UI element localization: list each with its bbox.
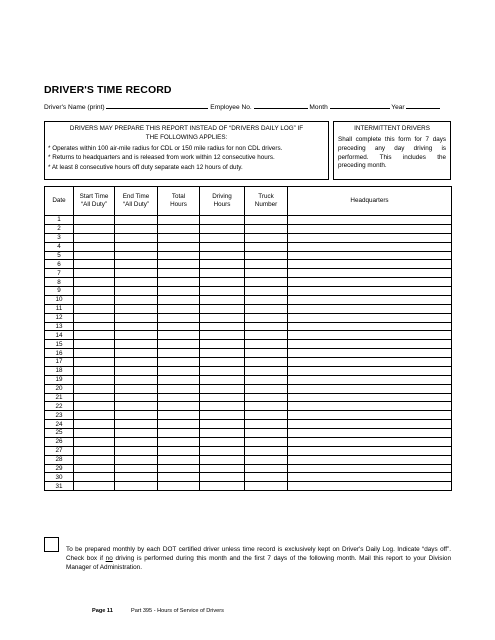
end-time-cell[interactable]: [115, 402, 158, 411]
driving-hours-cell[interactable]: [200, 251, 245, 260]
date-cell: 2: [45, 224, 74, 233]
table-row: [45, 216, 452, 225]
truck-number-cell[interactable]: [245, 384, 288, 393]
instructions-part2: driving is performed during this month and the first 7 days of the following month. Mail this report to your Division Manager of Administration.: [66, 555, 451, 571]
end-time-cell[interactable]: [115, 375, 158, 384]
date-cell: 18: [45, 366, 74, 375]
date-cell: 21: [45, 393, 74, 402]
total-hours-cell[interactable]: [158, 375, 200, 384]
driving-hours-cell[interactable]: [200, 482, 245, 491]
driving-hours-cell[interactable]: [200, 287, 245, 296]
total-hours-cell[interactable]: [158, 366, 200, 375]
headquarters-cell[interactable]: [288, 304, 452, 313]
headquarters-cell[interactable]: [288, 420, 452, 429]
start-time-cell[interactable]: [74, 269, 115, 278]
date-cell: 24: [45, 420, 74, 429]
date-cell: 14: [45, 331, 74, 340]
total-hours-cell[interactable]: [158, 340, 200, 349]
start-time-cell[interactable]: [74, 278, 115, 287]
total-hours-cell[interactable]: [158, 358, 200, 367]
total-hours-cell[interactable]: [158, 402, 200, 411]
info-box-heading: [48, 124, 325, 142]
start-time-cell[interactable]: [74, 331, 115, 340]
end-time-cell[interactable]: [115, 242, 158, 251]
end-time-cell[interactable]: [115, 349, 158, 358]
col-truck-label: Truck: [258, 193, 274, 200]
truck-number-cell[interactable]: [245, 349, 288, 358]
table-row: [45, 411, 452, 420]
start-time-cell[interactable]: [74, 295, 115, 304]
driving-hours-cell[interactable]: [200, 420, 245, 429]
date-cell: 28: [45, 455, 74, 464]
end-time-cell[interactable]: [115, 411, 158, 420]
end-time-cell[interactable]: [115, 216, 158, 225]
col-end-sublabel: “All Duty”: [123, 201, 149, 208]
end-time-cell[interactable]: [115, 429, 158, 438]
total-hours-cell[interactable]: [158, 295, 200, 304]
start-time-cell[interactable]: [74, 473, 115, 482]
total-hours-cell[interactable]: [158, 287, 200, 296]
truck-number-cell[interactable]: [245, 429, 288, 438]
driving-hours-cell[interactable]: [200, 446, 245, 455]
table-row: [45, 313, 452, 322]
headquarters-cell[interactable]: [288, 358, 452, 367]
driving-hours-cell[interactable]: [200, 473, 245, 482]
start-time-cell[interactable]: [74, 304, 115, 313]
headquarters-cell[interactable]: [288, 375, 452, 384]
table-row: [45, 464, 452, 473]
date-cell: 8: [45, 278, 74, 287]
total-hours-cell[interactable]: [158, 251, 200, 260]
driving-hours-cell[interactable]: [200, 242, 245, 251]
table-row: [45, 224, 452, 233]
info-bullet-list: [48, 144, 325, 172]
truck-number-cell[interactable]: [245, 269, 288, 278]
headquarters-cell[interactable]: [288, 251, 452, 260]
driving-hours-cell[interactable]: [200, 278, 245, 287]
month-label: Month: [309, 104, 328, 111]
headquarters-cell[interactable]: [288, 349, 452, 358]
headquarters-cell[interactable]: [288, 340, 452, 349]
truck-number-cell[interactable]: [245, 251, 288, 260]
date-cell: 30: [45, 473, 74, 482]
total-hours-cell[interactable]: [158, 233, 200, 242]
col-total-hours: [158, 187, 200, 216]
end-time-cell[interactable]: [115, 340, 158, 349]
col-date: [45, 187, 74, 216]
truck-number-cell[interactable]: [245, 446, 288, 455]
truck-number-cell[interactable]: [245, 437, 288, 446]
end-time-cell[interactable]: [115, 295, 158, 304]
start-time-cell[interactable]: [74, 251, 115, 260]
total-hours-cell[interactable]: [158, 331, 200, 340]
start-time-cell[interactable]: [74, 313, 115, 322]
instructions-text: [66, 545, 451, 572]
table-row: [45, 473, 452, 482]
date-cell: 27: [45, 446, 74, 455]
date-cell: 10: [45, 295, 74, 304]
end-time-cell[interactable]: [115, 437, 158, 446]
intermittent-box: [333, 121, 451, 180]
truck-number-cell[interactable]: [245, 473, 288, 482]
col-truck-sublabel: Number: [254, 201, 278, 208]
headquarters-cell[interactable]: [288, 224, 452, 233]
intermittent-text: Shall complete this form for 7 days preceding any day driving is performed. This includes the preceding month.: [338, 136, 446, 170]
page-title: DRIVER'S TIME RECORD: [44, 84, 172, 96]
headquarters-cell[interactable]: [288, 482, 452, 491]
col-driving-label: Driving: [212, 193, 232, 200]
end-time-cell[interactable]: [115, 473, 158, 482]
end-time-cell[interactable]: [115, 269, 158, 278]
end-time-cell[interactable]: [115, 384, 158, 393]
end-time-cell[interactable]: [115, 313, 158, 322]
table-row: [45, 233, 452, 242]
col-total-sublabel: Hours: [170, 201, 187, 208]
table-row: [45, 295, 452, 304]
start-time-cell[interactable]: [74, 224, 115, 233]
table-row: [45, 340, 452, 349]
start-time-cell[interactable]: [74, 393, 115, 402]
total-hours-cell[interactable]: [158, 384, 200, 393]
start-time-cell[interactable]: [74, 242, 115, 251]
total-hours-cell[interactable]: [158, 269, 200, 278]
year-label: Year: [391, 104, 405, 111]
table-row: [45, 269, 452, 278]
total-hours-cell[interactable]: [158, 464, 200, 473]
table-row: [45, 287, 452, 296]
start-time-cell[interactable]: [74, 402, 115, 411]
total-hours-cell[interactable]: [158, 349, 200, 358]
driver-name-label: Driver's Name (print): [44, 104, 105, 111]
no-driving-checkbox[interactable]: [44, 537, 59, 552]
col-date-label: Date: [52, 197, 66, 204]
table-row: [45, 482, 452, 491]
headquarters-cell[interactable]: [288, 233, 452, 242]
headquarters-cell[interactable]: [288, 446, 452, 455]
employee-no-label: Employee No.: [210, 104, 252, 111]
truck-number-cell[interactable]: [245, 233, 288, 242]
end-time-cell[interactable]: [115, 233, 158, 242]
total-hours-cell[interactable]: [158, 224, 200, 233]
driving-hours-cell[interactable]: [200, 331, 245, 340]
total-hours-cell[interactable]: [158, 437, 200, 446]
total-hours-cell[interactable]: [158, 420, 200, 429]
date-cell: 12: [45, 313, 74, 322]
start-time-cell[interactable]: [74, 482, 115, 491]
total-hours-cell[interactable]: [158, 446, 200, 455]
start-time-cell[interactable]: [74, 260, 115, 269]
headquarters-cell[interactable]: [288, 331, 452, 340]
start-time-cell[interactable]: [74, 366, 115, 375]
col-truck-number: [245, 187, 288, 216]
table-row: [45, 260, 452, 269]
driving-hours-cell[interactable]: [200, 313, 245, 322]
truck-number-cell[interactable]: [245, 366, 288, 375]
truck-number-cell[interactable]: [245, 322, 288, 331]
date-cell: 20: [45, 384, 74, 393]
info-heading-line2: THE FOLLOWING APPLIES:: [145, 134, 228, 141]
table-row: [45, 358, 452, 367]
col-hq-label: Headquarters: [350, 197, 389, 204]
col-start-label: Start Time: [79, 193, 109, 200]
total-hours-cell[interactable]: [158, 242, 200, 251]
start-time-cell[interactable]: [74, 322, 115, 331]
date-cell: 25: [45, 429, 74, 438]
col-start-time: [74, 187, 115, 216]
headquarters-cell[interactable]: [288, 278, 452, 287]
driving-hours-cell[interactable]: [200, 340, 245, 349]
start-time-cell[interactable]: [74, 437, 115, 446]
truck-number-cell[interactable]: [245, 464, 288, 473]
table-row: [45, 446, 452, 455]
table-row: [45, 366, 452, 375]
table-row: [45, 322, 452, 331]
table-row: [45, 420, 452, 429]
headquarters-cell[interactable]: [288, 366, 452, 375]
total-hours-cell[interactable]: [158, 411, 200, 420]
date-cell: 6: [45, 260, 74, 269]
col-total-label: Total: [171, 193, 186, 200]
headquarters-cell[interactable]: [288, 437, 452, 446]
truck-number-cell[interactable]: [245, 216, 288, 225]
date-cell: 17: [45, 358, 74, 367]
headquarters-cell[interactable]: [288, 287, 452, 296]
table-row: [45, 242, 452, 251]
instructions-underlined: no: [105, 555, 113, 562]
headquarters-cell[interactable]: [288, 322, 452, 331]
date-cell: 7: [45, 269, 74, 278]
start-time-cell[interactable]: [74, 384, 115, 393]
total-hours-cell[interactable]: [158, 429, 200, 438]
start-time-cell[interactable]: [74, 349, 115, 358]
headquarters-cell[interactable]: [288, 384, 452, 393]
end-time-cell[interactable]: [115, 420, 158, 429]
total-hours-cell[interactable]: [158, 473, 200, 482]
driving-hours-cell[interactable]: [200, 269, 245, 278]
truck-number-cell[interactable]: [245, 455, 288, 464]
driving-hours-cell[interactable]: [200, 437, 245, 446]
info-bullet: * At least 8 consecutive hours off duty separate each 12 hours of duty.: [48, 163, 243, 171]
date-cell: 1: [45, 216, 74, 225]
date-cell: 31: [45, 482, 74, 491]
employee-no-field[interactable]: [254, 102, 308, 109]
end-time-cell[interactable]: [115, 446, 158, 455]
table-header-row: [45, 187, 452, 216]
total-hours-cell[interactable]: [158, 455, 200, 464]
driving-hours-cell[interactable]: [200, 402, 245, 411]
truck-number-cell[interactable]: [245, 358, 288, 367]
total-hours-cell[interactable]: [158, 393, 200, 402]
date-cell: 16: [45, 349, 74, 358]
time-record-table: [44, 186, 452, 491]
headquarters-cell[interactable]: [288, 402, 452, 411]
col-end-label: End Time: [122, 193, 150, 200]
driving-hours-cell[interactable]: [200, 366, 245, 375]
total-hours-cell[interactable]: [158, 304, 200, 313]
driving-hours-cell[interactable]: [200, 322, 245, 331]
start-time-cell[interactable]: [74, 464, 115, 473]
end-time-cell[interactable]: [115, 482, 158, 491]
end-time-cell[interactable]: [115, 278, 158, 287]
headquarters-cell[interactable]: [288, 393, 452, 402]
driving-hours-cell[interactable]: [200, 349, 245, 358]
truck-number-cell[interactable]: [245, 313, 288, 322]
headquarters-cell[interactable]: [288, 260, 452, 269]
start-time-cell[interactable]: [74, 455, 115, 464]
start-time-cell[interactable]: [74, 375, 115, 384]
truck-number-cell[interactable]: [245, 331, 288, 340]
driving-hours-cell[interactable]: [200, 233, 245, 242]
driving-hours-cell[interactable]: [200, 358, 245, 367]
truck-number-cell[interactable]: [245, 224, 288, 233]
info-bullet: * Returns to headquarters and is released from work within 12 consecutive hours.: [48, 154, 275, 162]
table-row: [45, 384, 452, 393]
date-cell: 9: [45, 287, 74, 296]
date-cell: 15: [45, 340, 74, 349]
footer-reference: Part 395 - Hours of Service of Drivers: [131, 608, 224, 614]
date-cell: 13: [45, 322, 74, 331]
truck-number-cell[interactable]: [245, 278, 288, 287]
date-cell: 3: [45, 233, 74, 242]
header-fields: [44, 102, 440, 111]
headquarters-cell[interactable]: [288, 464, 452, 473]
table-row: [45, 455, 452, 464]
total-hours-cell[interactable]: [158, 260, 200, 269]
info-box: [44, 121, 329, 180]
end-time-cell[interactable]: [115, 260, 158, 269]
driving-hours-cell[interactable]: [200, 295, 245, 304]
truck-number-cell[interactable]: [245, 393, 288, 402]
truck-number-cell[interactable]: [245, 402, 288, 411]
end-time-cell[interactable]: [115, 304, 158, 313]
total-hours-cell[interactable]: [158, 313, 200, 322]
end-time-cell[interactable]: [115, 366, 158, 375]
end-time-cell[interactable]: [115, 358, 158, 367]
truck-number-cell[interactable]: [245, 304, 288, 313]
info-heading-line1: DRIVERS MAY PREPARE THIS REPORT INSTEAD OF “DRIVERS DAILY LOG” IF: [69, 125, 304, 132]
total-hours-cell[interactable]: [158, 322, 200, 331]
instructions-part1: To be prepared monthly by each DOT certified driver unless time record is exclusively kept on Driver's Daily Log. Indicate “days off”. Check box if: [66, 546, 451, 562]
driving-hours-cell[interactable]: [200, 375, 245, 384]
truck-number-cell[interactable]: [245, 340, 288, 349]
driving-hours-cell[interactable]: [200, 464, 245, 473]
total-hours-cell[interactable]: [158, 216, 200, 225]
driving-hours-cell[interactable]: [200, 384, 245, 393]
start-time-cell[interactable]: [74, 411, 115, 420]
start-time-cell[interactable]: [74, 216, 115, 225]
date-cell: 22: [45, 402, 74, 411]
end-time-cell[interactable]: [115, 331, 158, 340]
end-time-cell[interactable]: [115, 322, 158, 331]
intermittent-heading: INTERMITTENT DRIVERS: [354, 125, 430, 132]
headquarters-cell[interactable]: [288, 313, 452, 322]
driving-hours-cell[interactable]: [200, 393, 245, 402]
driving-hours-cell[interactable]: [200, 304, 245, 313]
col-driving-sublabel: Hours: [213, 201, 231, 208]
truck-number-cell[interactable]: [245, 482, 288, 491]
year-field[interactable]: [406, 102, 440, 109]
table-row: [45, 437, 452, 446]
start-time-cell[interactable]: [74, 340, 115, 349]
table-row: [45, 402, 452, 411]
driving-hours-cell[interactable]: [200, 429, 245, 438]
date-cell: 19: [45, 375, 74, 384]
total-hours-cell[interactable]: [158, 278, 200, 287]
date-cell: 23: [45, 411, 74, 420]
end-time-cell[interactable]: [115, 464, 158, 473]
truck-number-cell[interactable]: [245, 420, 288, 429]
headquarters-cell[interactable]: [288, 295, 452, 304]
table-row: [45, 429, 452, 438]
headquarters-cell[interactable]: [288, 216, 452, 225]
date-cell: 29: [45, 464, 74, 473]
headquarters-cell[interactable]: [288, 411, 452, 420]
start-time-cell[interactable]: [74, 429, 115, 438]
col-start-sublabel: “All Duty”: [81, 201, 107, 208]
truck-number-cell[interactable]: [245, 375, 288, 384]
info-bullet: * Operates within 100 air-mile radius for CDL or 150 mile radius for non CDL drivers.: [48, 145, 283, 152]
col-headquarters: [288, 187, 452, 216]
headquarters-cell[interactable]: [288, 429, 452, 438]
table-row: [45, 304, 452, 313]
end-time-cell[interactable]: [115, 287, 158, 296]
end-time-cell[interactable]: [115, 251, 158, 260]
end-time-cell[interactable]: [115, 224, 158, 233]
col-end-time: [115, 187, 158, 216]
start-time-cell[interactable]: [74, 233, 115, 242]
date-cell: 11: [45, 304, 74, 313]
total-hours-cell[interactable]: [158, 482, 200, 491]
driving-hours-cell[interactable]: [200, 216, 245, 225]
date-cell: 26: [45, 437, 74, 446]
headquarters-cell[interactable]: [288, 473, 452, 482]
start-time-cell[interactable]: [74, 420, 115, 429]
driving-hours-cell[interactable]: [200, 224, 245, 233]
start-time-cell[interactable]: [74, 287, 115, 296]
col-driving-hours: [200, 187, 245, 216]
date-cell: 5: [45, 251, 74, 260]
truck-number-cell[interactable]: [245, 295, 288, 304]
driving-hours-cell[interactable]: [200, 260, 245, 269]
driver-name-field[interactable]: [106, 102, 208, 109]
table-row: [45, 251, 452, 260]
truck-number-cell[interactable]: [245, 411, 288, 420]
truck-number-cell[interactable]: [245, 287, 288, 296]
table-row: [45, 349, 452, 358]
headquarters-cell[interactable]: [288, 455, 452, 464]
table-row: [45, 375, 452, 384]
driving-hours-cell[interactable]: [200, 455, 245, 464]
table-row: [45, 278, 452, 287]
end-time-cell[interactable]: [115, 455, 158, 464]
headquarters-cell[interactable]: [288, 242, 452, 251]
truck-number-cell[interactable]: [245, 260, 288, 269]
truck-number-cell[interactable]: [245, 242, 288, 251]
date-cell: 4: [45, 242, 74, 251]
month-field[interactable]: [330, 102, 390, 109]
headquarters-cell[interactable]: [288, 269, 452, 278]
table-row: [45, 393, 452, 402]
footer-page-number: Page 11: [92, 608, 113, 614]
start-time-cell[interactable]: [74, 358, 115, 367]
table-row: [45, 331, 452, 340]
driving-hours-cell[interactable]: [200, 411, 245, 420]
start-time-cell[interactable]: [74, 446, 115, 455]
end-time-cell[interactable]: [115, 393, 158, 402]
table-body: [45, 216, 452, 491]
